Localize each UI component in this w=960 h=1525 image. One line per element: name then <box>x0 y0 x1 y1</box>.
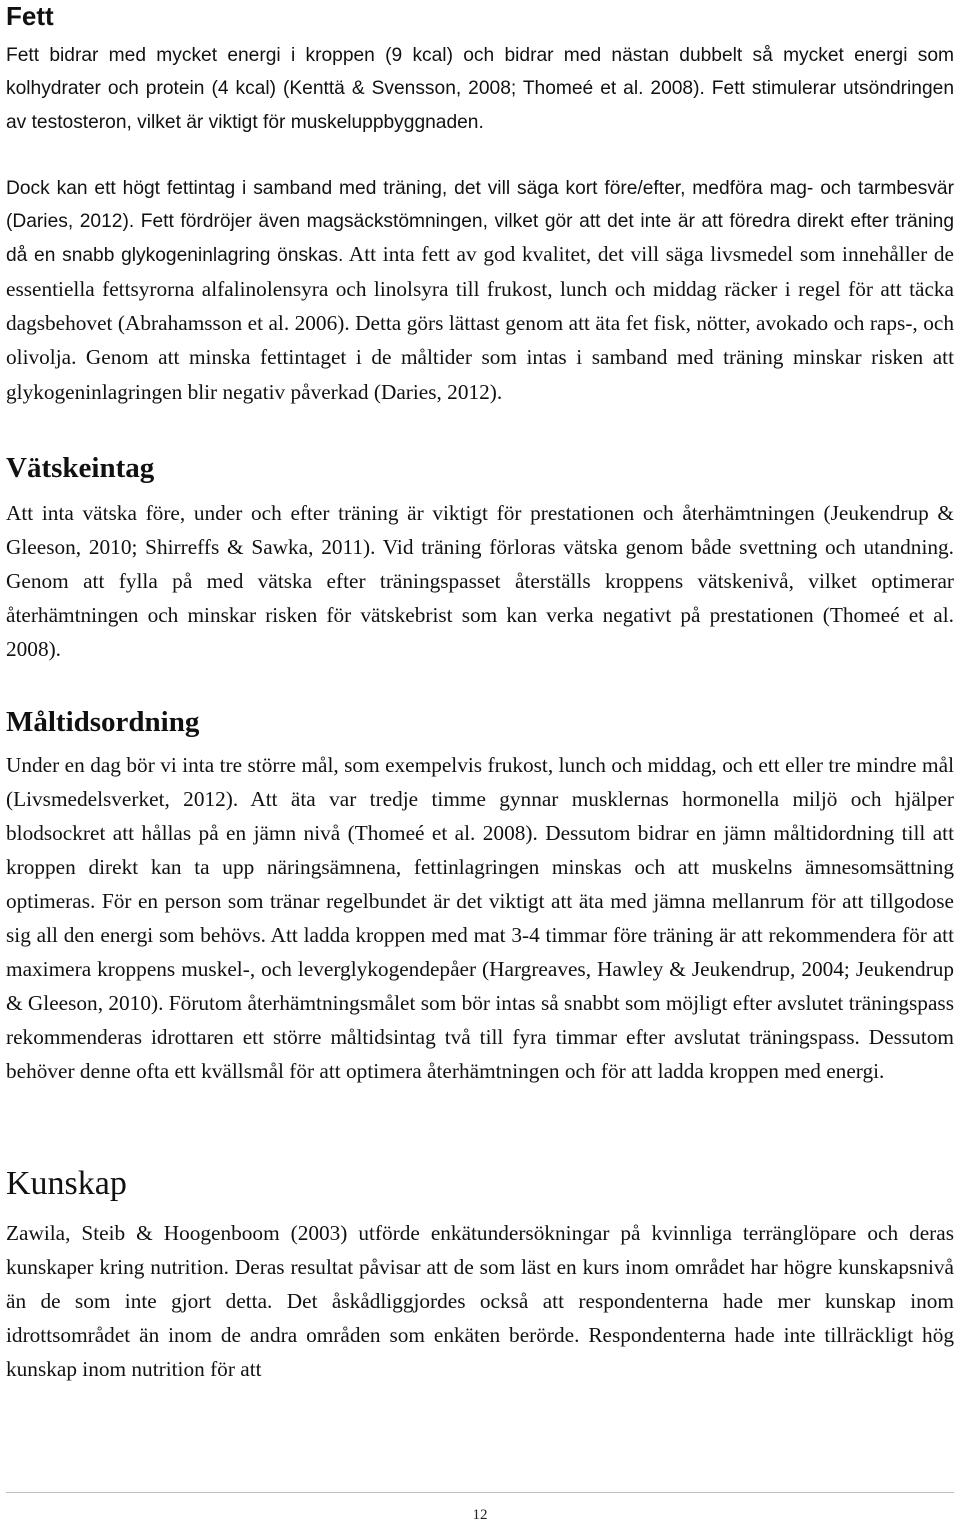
maltidsordning-paragraph: Under en dag bör vi inta tre större mål, som exempelvis frukost, lunch och middag, och ett eller tre mindre mål (Livsmedelsverket, 2012). Att äta var tredje timme gynnar musklernas hormonella miljö och hjälper blodsockret att hållas på en jämn nivå (Thomeé et al. 2008). Dessutom bidrar en jämn måltidordning till att kroppen direkt kan ta upp näringsämnena, fettinlagringen minskas och att muskelns ämnesomsättning optimeras. För en person som tränar regelbundet är det viktigt att äta med jämna mellanrum för att tillgodose sig all den energi som behövs. Att ladda kroppen med mat 3-4 timmar före träning är att rekommendera för att maximera kroppens muskel-, och leverglykogendepåer (Hargreaves, Hawley & Jeukendrup, 2004; Jeukendrup & Gleeson, 2010). Förutom återhämtningsmålet som bör intas så snabbt som möjligt efter avslutet träningspass rekommenderas idrottaren ett större måltidsintag två till fyra timmar efter avslutat träningspass. Dessutom behöver denne ofta ett kvällsmål för att optimera återhämtningen och för att ladda kroppen med energi. <box>6 752 954 1083</box>
fett-paragraph-1: Fett bidrar med mycket energi i kroppen (9 kcal) och bidrar med nästan dubbelt så mycket energi som kolhydrater och protein (4 kcal) (Kenttä & Svensson, 2008; Thomeé et al. 2008). Fett stimulerar utsöndringen av testosteron, vilket är viktigt för muskeluppbyggnaden. <box>6 45 954 133</box>
heading-fett: Fett <box>6 1 54 31</box>
heading-kunskap: Kunskap <box>6 1164 127 1202</box>
document-page <box>6 0 954 1386</box>
fett-paragraph-2-sans: Dock kan ett högt fettintag i samband med träning, det vill säga kort före/efter, medföra mag- och tarmbesvär (Daries, 2012). Fett fördröjer även magsäckstömningen, vilket gör att det inte är att föredra direkt efter träning då en snabb glykogeninlagring önskas. <box>6 177 954 267</box>
heading-maltidsordning: Måltidsordning <box>6 705 200 738</box>
fett-paragraph-2 <box>6 172 954 410</box>
page-number: 12 <box>472 1507 488 1523</box>
heading-vatskeintag: Vätskeintag <box>6 451 155 484</box>
footer-divider <box>6 1492 954 1493</box>
kunskap-paragraph: Zawila, Steib & Hoogenboom (2003) utförde enkätundersökningar på kvinnliga terränglöpare och deras kunskaper kring nutrition. Deras resultat påvisar att de som läst en kurs inom området har högre kunskapsnivå än de som inte gjort detta. Det åskådliggjordes också att respondenterna hade mer kunskap inom idrottsområdet än inom de andra områden som enkäten berörde. Respondenterna hade inte tillräckligt hög kunskap inom nutrition för att <box>6 1220 954 1381</box>
vatskeintag-paragraph: Att inta vätska före, under och efter träning är viktigt för prestationen och återhämtningen (Jeukendrup & Gleeson, 2010; Shirreffs & Sawka, 2011). Vid träning förloras vätska genom både svettning och utandning. Genom att fylla på med vätska efter träningspasset återställs kroppens vätskenivå, vilket optimerar återhämtningen och minskar risken för vätskebrist som kan verka negativt på prestationen (Thomeé et al. 2008). <box>6 500 954 661</box>
fett-paragraph-2-serif: Att inta fett av god kvalitet, det vill säga livsmedel som innehåller de essentiella fettsyrorna alfalinolensyra och linolsyra till frukost, lunch och middag räcker i regel för att täcka dagsbehovet (Abrahamsson et al. 2006). Detta görs lättast genom att äta fet fisk, nötter, avokado och raps-, och olivolja. Genom att minska fettintaget i de måltider som intas i samband med träning minskar risken att glykogeninlagringen blir negativ påverkad (Daries, 2012). <box>6 242 954 404</box>
